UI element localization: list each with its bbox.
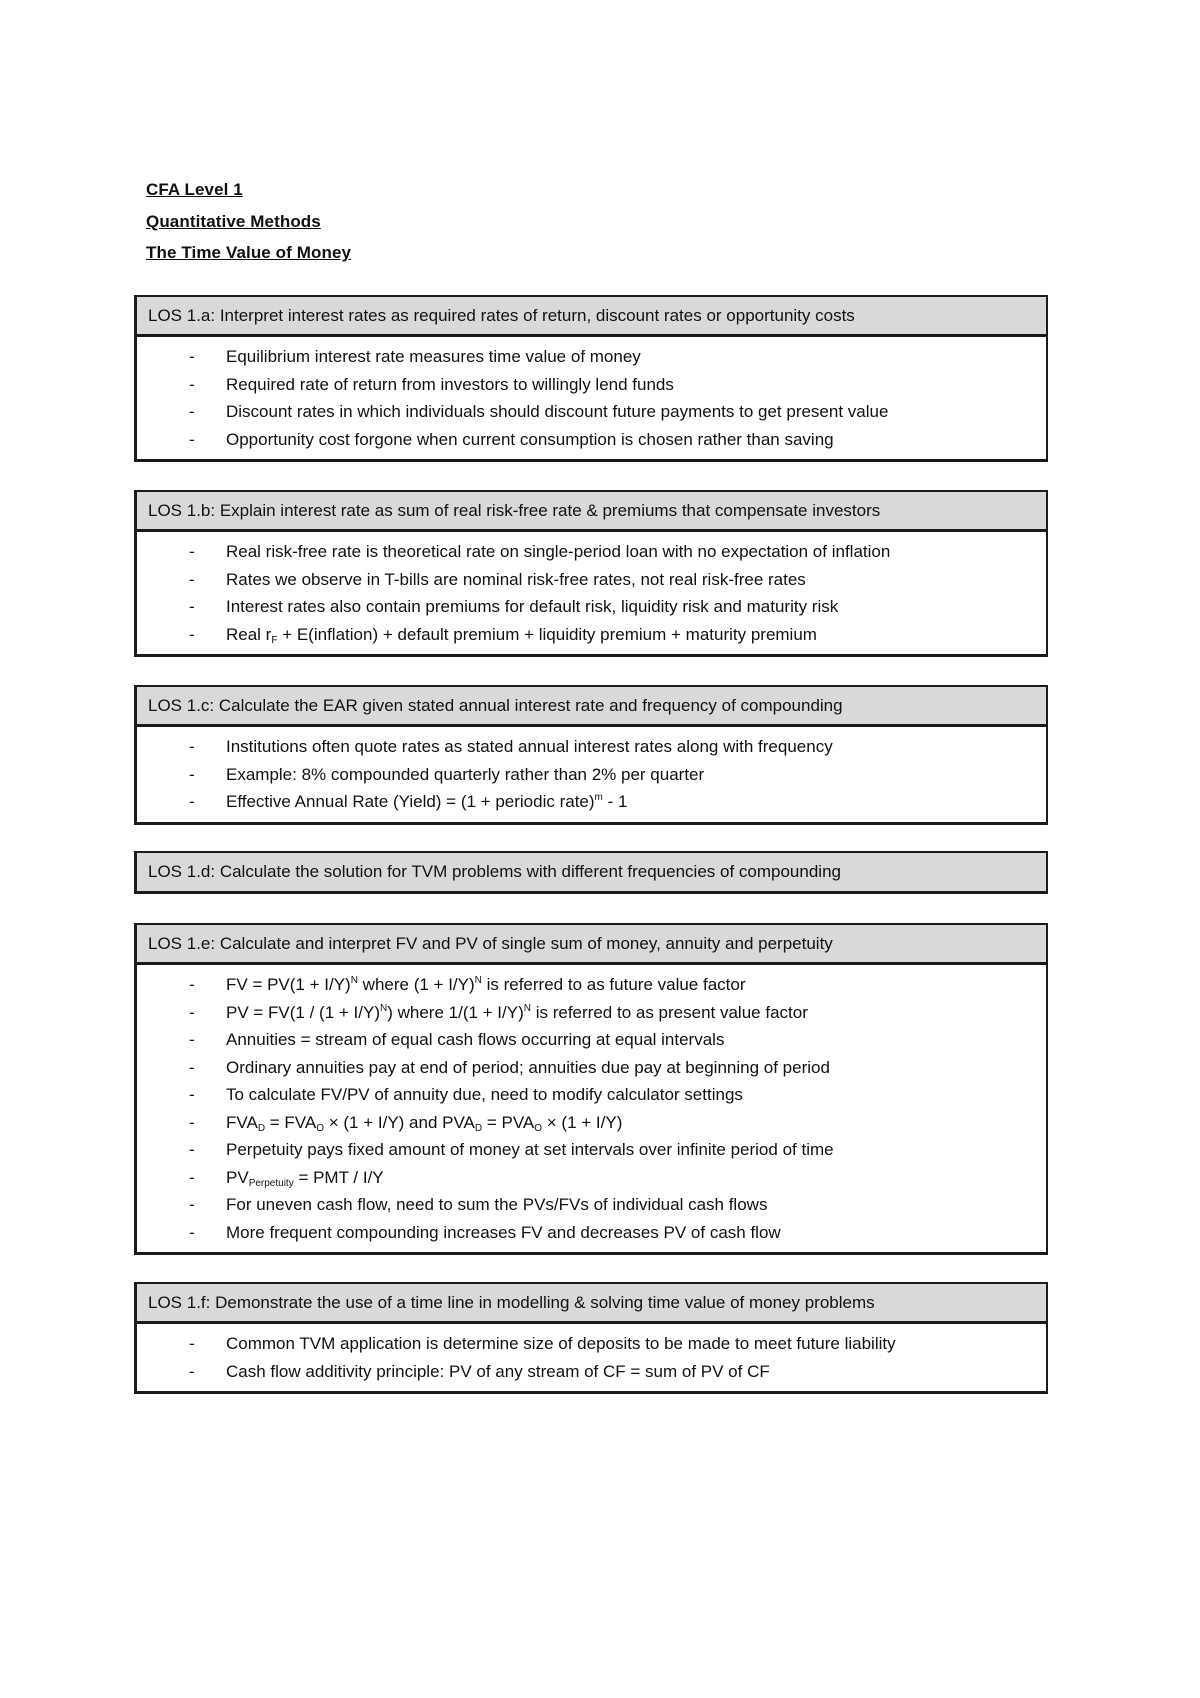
bullet-dash-icon: - — [189, 1002, 195, 1022]
los-bullet-item — [137, 398, 1046, 426]
bullet-text: PV = $FV(1 / (1 + I/Y)^N)$ where $1/(1 + I/Y)^N$ is referred to as present value factor — [226, 1002, 808, 1022]
los-bullet-item — [137, 371, 1046, 399]
los-bullet-item — [137, 1081, 1046, 1109]
los-bullet-item — [137, 1054, 1046, 1082]
bullet-dash-icon: - — [189, 347, 195, 366]
los-bullet-list — [137, 727, 1046, 822]
bullet-text: Equilibrium interest rate measures time value of money — [226, 347, 641, 366]
bullet-text: Common TVM application is determine size of deposits to be made to meet future liability — [226, 1334, 896, 1353]
bullet-dash-icon: - — [189, 764, 195, 784]
los-bullet-item — [137, 761, 1046, 789]
bullet-text: FV = $PV(1 + I/Y)^N$ where $(1 + I/Y)^N$ is referred to as future value factor — [226, 975, 746, 994]
los-bullet-item — [137, 1330, 1046, 1358]
los-box-1e — [134, 923, 1048, 1255]
bullet-dash-icon: - — [189, 1195, 195, 1214]
bullet-dash-icon: - — [189, 1085, 195, 1104]
bullet-dash-icon: - — [189, 1361, 195, 1381]
bullet-dash-icon: - — [189, 597, 195, 616]
los-box-1b — [134, 490, 1048, 657]
los-bullet-item — [137, 343, 1046, 371]
los-header: LOS 1.b: Explain interest rate as sum of real risk-free rate & premiums that compensate investors — [137, 492, 1046, 532]
bullet-dash-icon: - — [189, 542, 195, 561]
bullet-text: $FVA_D = FVA_O \times (1 + I/Y)$ and $PVA_D = PVA_O \times (1 + I/Y)$ — [226, 1112, 623, 1134]
bullet-dash-icon: - — [189, 975, 195, 994]
los-bullet-item — [137, 1136, 1046, 1164]
bullet-dash-icon: - — [189, 1057, 195, 1077]
bullet-dash-icon: - — [189, 1030, 195, 1049]
bullet-text: Rates we observe in T-bills are nominal risk-free rates, not real risk-free rates — [226, 569, 806, 589]
los-bullet-item — [137, 621, 1046, 649]
los-bullet-item — [137, 566, 1046, 594]
bullet-dash-icon: - — [189, 792, 195, 811]
los-bullet-item — [137, 1358, 1046, 1386]
bullet-dash-icon: - — [189, 374, 195, 394]
bullet-text: Institutions often quote rates as stated annual interest rates along with frequency — [226, 737, 833, 756]
bullet-text: $PV_{Perpetuity}$ = PMT / I/Y — [226, 1167, 384, 1189]
los-bullet-item — [137, 1109, 1046, 1137]
bullet-text: Required rate of return from investors to willingly lend funds — [226, 374, 674, 394]
los-bullet-item — [137, 971, 1046, 999]
bullet-dash-icon: - — [189, 429, 195, 449]
bullet-dash-icon: - — [189, 1222, 195, 1242]
bullet-text: Real risk-free rate is theoretical rate on single-period loan with no expectation of inflation — [226, 542, 891, 561]
los-bullet-list — [137, 337, 1046, 459]
los-header: LOS 1.c: Calculate the EAR given stated annual interest rate and frequency of compounding — [137, 687, 1046, 727]
los-bullet-item — [137, 1026, 1046, 1054]
los-bullet-item — [137, 426, 1046, 454]
bullet-text: Perpetuity pays fixed amount of money at set intervals over infinite period of time — [226, 1140, 834, 1159]
bullet-dash-icon: - — [189, 402, 195, 421]
document-titles — [146, 174, 351, 269]
los-bullet-item — [137, 999, 1046, 1027]
bullet-text: Discount rates in which individuals should discount future payments to get present value — [226, 402, 889, 421]
los-bullet-item — [137, 593, 1046, 621]
bullet-dash-icon: - — [189, 1167, 195, 1187]
bullet-text: Example: 8% compounded quarterly rather than 2% per quarter — [226, 764, 705, 784]
los-bullet-item — [137, 788, 1046, 816]
bullet-text: For uneven cash flow, need to sum the PVs/FVs of individual cash flows — [226, 1195, 768, 1214]
bullet-text: Ordinary annuities pay at end of period; annuities due pay at beginning of period — [226, 1057, 830, 1077]
bullet-dash-icon: - — [189, 1140, 195, 1159]
los-header: LOS 1.e: Calculate and interpret FV and PV of single sum of money, annuity and perpetuity — [137, 925, 1046, 965]
bullet-dash-icon: - — [189, 624, 195, 644]
bullet-text: Effective Annual Rate (Yield) = (1 + periodic rate)$^m$ - 1 — [226, 792, 628, 811]
course-title: CFA Level 1 — [146, 180, 243, 199]
los-bullet-list — [137, 532, 1046, 654]
subject-title: Quantitative Methods — [146, 211, 321, 231]
los-bullet-item — [137, 1191, 1046, 1219]
los-header: LOS 1.d: Calculate the solution for TVM problems with different frequencies of compounding — [137, 853, 1046, 891]
bullet-dash-icon: - — [189, 737, 195, 756]
los-header: LOS 1.a: Interpret interest rates as required rates of return, discount rates or opportunity costs — [137, 297, 1046, 337]
los-bullet-list — [137, 965, 1046, 1252]
bullet-text: To calculate FV/PV of annuity due, need to modify calculator settings — [226, 1085, 743, 1104]
bullet-dash-icon: - — [189, 1112, 195, 1132]
bullet-text: More frequent compounding increases FV and decreases PV of cash flow — [226, 1222, 781, 1242]
los-box-1d — [134, 851, 1048, 894]
los-box-1f — [134, 1282, 1048, 1394]
los-bullet-item — [137, 1219, 1046, 1247]
los-header: LOS 1.f: Demonstrate the use of a time line in modelling & solving time value of money problems — [137, 1284, 1046, 1324]
los-box-1c — [134, 685, 1048, 825]
los-bullet-item — [137, 538, 1046, 566]
bullet-text: Real $r_F$ + E(inflation) + default premium + liquidity premium + maturity premium — [226, 624, 817, 646]
bullet-dash-icon: - — [189, 1334, 195, 1353]
los-box-1a — [134, 295, 1048, 462]
los-bullet-item — [137, 733, 1046, 761]
bullet-text: Annuities = stream of equal cash flows occurring at equal intervals — [226, 1030, 725, 1049]
reading-title: The Time Value of Money — [146, 243, 352, 262]
los-bullet-item — [137, 1164, 1046, 1192]
bullet-text: Cash flow additivity principle: PV of any stream of CF = sum of PV of CF — [226, 1361, 770, 1381]
bullet-text: Opportunity cost forgone when current consumption is chosen rather than saving — [226, 429, 834, 449]
bullet-dash-icon: - — [189, 569, 195, 589]
bullet-text: Interest rates also contain premiums for default risk, liquidity risk and maturity risk — [226, 597, 839, 616]
los-bullet-list — [137, 1324, 1046, 1391]
